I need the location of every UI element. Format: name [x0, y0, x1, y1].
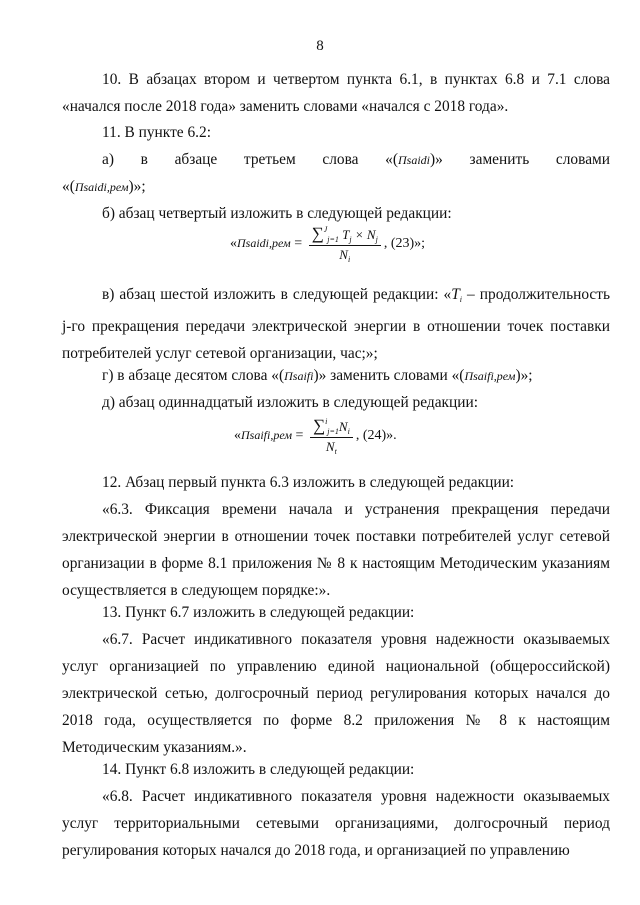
paragraph-10: 10. В абзацах втором и четвертом пункта 6.1, в пунктах 6.8 и 7.1 слова «начался после 2018 года» заменить словами «начался с 2018 года». [62, 71, 610, 115]
paragraph-11a-line1: а) в абзаце третьем слова «(Пsaidi)» заменить словами [102, 151, 610, 168]
paragraph-11g: г) в абзаце десятом слова «(Пsaifi)» заменить словами «(Пsaifi,рем)»; [102, 367, 533, 384]
paragraph-14: 14. Пункт 6.8 изложить в следующей редакции: [102, 761, 415, 778]
paragraph-12-quote: «6.3. Фиксация времени начала и устранения прекращения передачи электрической энергии в отношении точек поставки потребителей услуг сетевой организации в форме 8.1 приложения № 8 к настоящим Методическим указаниям осуществляется в следующем порядке:». [62, 501, 610, 599]
paragraph-13: 13. Пункт 6.7 изложить в следующей редакции: [102, 604, 415, 621]
formula-24: «Пsaifi,рем = $\frac{\sum^i_{j=1}N_i}{N_t}$ , (24)». [234, 416, 397, 456]
paragraph-11v: в) абзац шестой изложить в следующей редакции: «Ti – продолжительность j-го прекращения передачи электрической энергии в отношении точек поставки потребителей услуг сетевой организации, час;»; [62, 286, 610, 362]
page-number: 8 [316, 38, 324, 54]
paragraph-11b: б) абзац четвертый изложить в следующей редакции: [102, 205, 452, 222]
formula-23: «Пsaidi,рем = $\frac{\sum^J_{j=1} T_j \times N_j}{N_i}$ , (23)»; [230, 224, 426, 264]
paragraph-11d: д) абзац одиннадцатый изложить в следующей редакции: [102, 394, 478, 411]
paragraph-12: 12. Абзац первый пункта 6.3 изложить в следующей редакции: [102, 474, 515, 491]
paragraph-14-quote: «6.8. Расчет индикативного показателя уровня надежности оказываемых услуг территориальными сетевыми организациями, долгосрочный период регулирования которых начался до 2018 года, и организацией по управлению [62, 788, 610, 859]
paragraph-11: 11. В пункте 6.2: [102, 124, 211, 141]
paragraph-13-quote: «6.7. Расчет индикативного показателя уровня надежности оказываемых услуг организацией по управлению единой национальной (общероссийской) электрической сетью, долгосрочный период регулирования которых начался до 2018 года, осуществляется по форме 8.2 приложения № 8 к настоящим Методическим указаниям.». [62, 631, 610, 756]
paragraph-11a-line2: «(Пsaidi,рем)»; [62, 178, 146, 195]
